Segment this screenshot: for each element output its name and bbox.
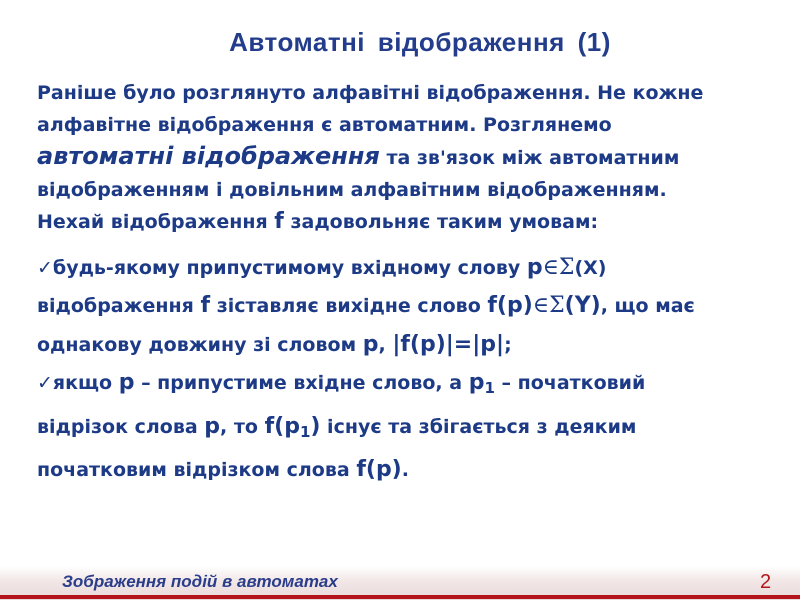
slide-title: Автоматні відображення (1)	[229, 27, 611, 57]
condition-2-text-g: існує та збігається з деяким	[320, 415, 637, 438]
check-icon: ✓	[37, 372, 53, 394]
slide-body	[37, 78, 737, 490]
period: .	[401, 459, 409, 481]
condition-1-text-e: однакову довжину зі словом	[37, 333, 363, 356]
sigma-symbol: Σ	[558, 254, 575, 280]
symbol-p: p	[204, 413, 221, 439]
intro-line-3-rest: та зв'язок між автоматним	[379, 147, 680, 169]
subscript-1: 1	[484, 379, 495, 397]
condition-1-text-d: , що має	[600, 295, 695, 317]
emphasized-term: автоматні відображення	[37, 142, 380, 170]
condition-1-text-b: відображення	[37, 295, 201, 317]
condition-2-text-b: – припустиме вхідне слово, а	[134, 372, 469, 394]
condition-1-line-3	[37, 326, 737, 365]
page-number: 2	[760, 571, 772, 593]
condition-1-line-2	[37, 287, 737, 326]
intro-line-5	[37, 206, 737, 239]
expr-f-of-p1: f(p	[264, 413, 300, 439]
symbol-f: f	[200, 293, 211, 318]
condition-1-text-a: будь-якому припустимому вхідному слову	[52, 256, 527, 279]
condition-2-text-a: якщо	[52, 372, 119, 394]
alphabet-x: (X)	[574, 256, 607, 279]
length-equality: |f(p)|=|p|	[392, 331, 505, 357]
intro-line-4: відображенням і довільним алфавітним відображенням.	[37, 178, 667, 201]
intro-line-3	[37, 141, 737, 175]
subscript-1: 1	[299, 422, 311, 441]
footer-divider	[0, 595, 800, 599]
intro-line-1: Раніше було розглянуто алфавітні відображення. Не кожне	[37, 82, 704, 104]
condition-2-line-3	[37, 451, 737, 490]
expr-f-of-p: f(p)	[356, 457, 402, 482]
semicolon: ;	[504, 333, 512, 356]
condition-1-line-1	[37, 249, 737, 288]
condition-2-text-d: відрізок слова	[37, 415, 205, 438]
close-paren: )	[310, 413, 321, 439]
condition-2-text-e: , то	[220, 415, 265, 438]
condition-2-line-1	[37, 364, 737, 408]
comma: ,	[378, 333, 393, 356]
expr-f-of-p: f(p)	[487, 293, 533, 318]
condition-2-line-2	[37, 408, 737, 452]
symbol-p1: p	[468, 370, 485, 395]
intro-paragraph	[37, 78, 737, 239]
intro-line-5-a: Нехай відображення	[37, 211, 275, 233]
condition-list	[37, 249, 737, 490]
alphabet-y: (Y)	[564, 293, 601, 318]
element-of-symbol: ∈	[532, 293, 550, 318]
symbol-p: p	[526, 254, 543, 280]
intro-line-2: алфавітне відображення є автоматним. Розглянемо	[37, 113, 612, 136]
symbol-p: p	[118, 370, 135, 395]
condition-2-text-c: – початковий	[494, 372, 646, 394]
check-icon: ✓	[37, 256, 53, 279]
sigma-symbol: Σ	[549, 293, 565, 318]
footer-title: Зображення подій в автоматах	[62, 572, 338, 591]
intro-line-5-b: задовольняє таким умовам:	[283, 211, 599, 233]
element-of-symbol: ∈	[542, 254, 559, 280]
symbol-f: f	[274, 209, 284, 234]
condition-1-text-c: зіставляє вихідне слово	[210, 295, 488, 317]
condition-2-text-h: початковим відрізком слова	[37, 459, 357, 481]
symbol-p: p	[362, 331, 379, 357]
